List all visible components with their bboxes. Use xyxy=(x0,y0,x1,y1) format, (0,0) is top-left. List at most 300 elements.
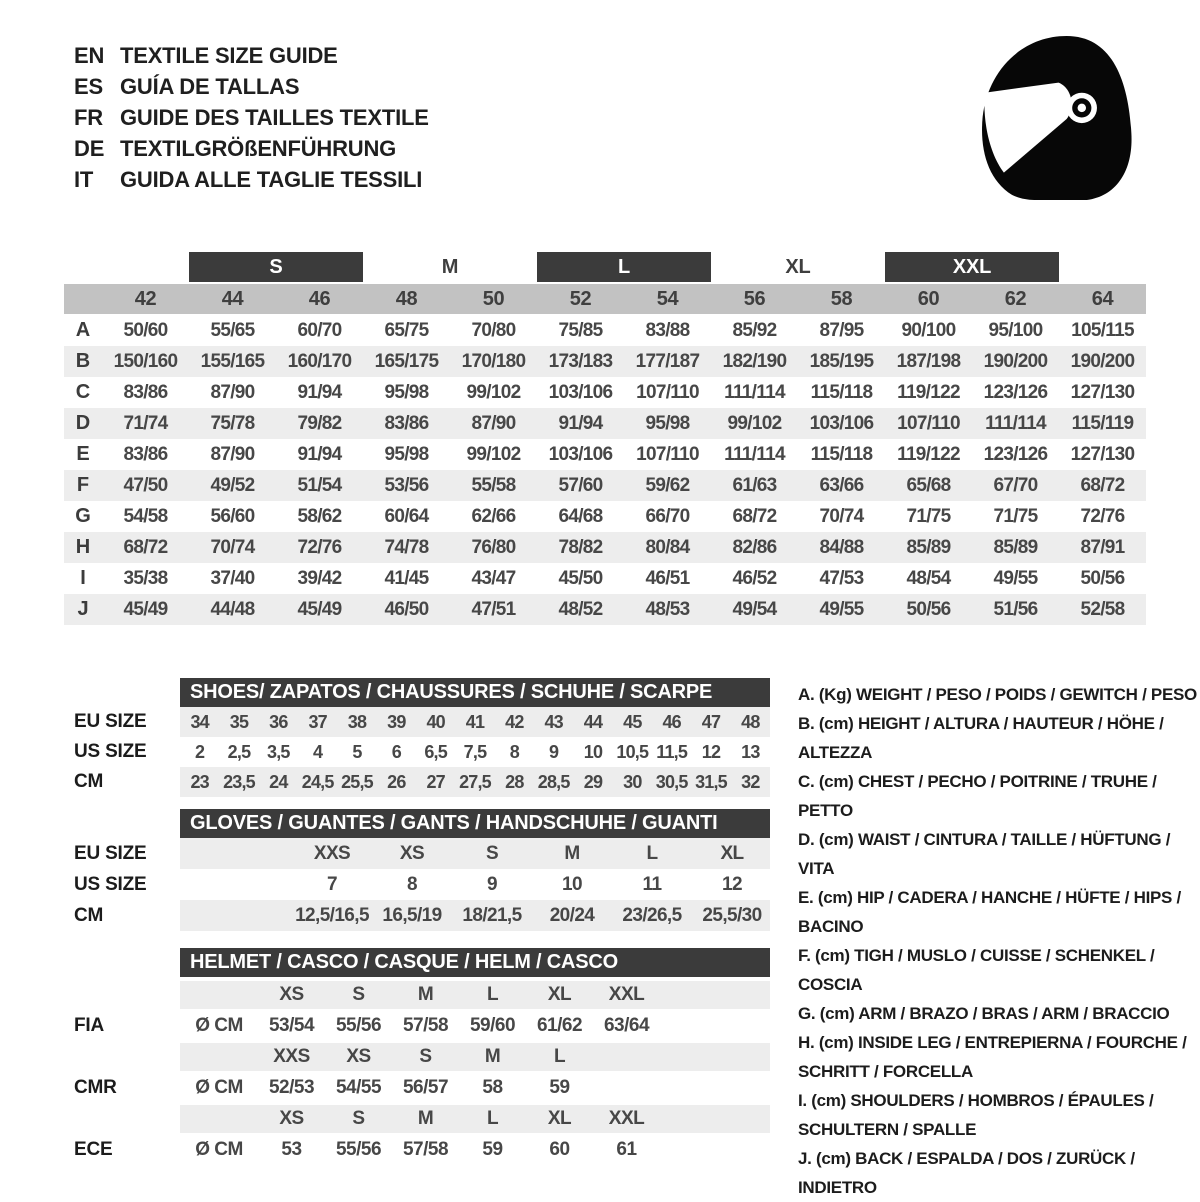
textile-measurement-table xyxy=(64,315,1146,625)
measurement-value: 66/70 xyxy=(645,506,690,527)
measurement-value: 45/49 xyxy=(123,599,168,620)
helmet-size: S xyxy=(419,1046,432,1067)
measurement-row xyxy=(64,377,1146,408)
measurement-value: 57/60 xyxy=(558,475,603,496)
numeric-size: 64 xyxy=(1091,288,1114,310)
measurement-value: 99/102 xyxy=(466,382,521,403)
numeric-size: 58 xyxy=(830,288,853,310)
shoe-cm: 32 xyxy=(741,772,760,792)
shoes-row-label: US SIZE xyxy=(74,741,147,762)
row-letter: H xyxy=(75,536,91,558)
size-group-l: L xyxy=(537,252,711,282)
legend-item: A. (Kg) WEIGHT / PESO / POIDS / GEWITCH / PESO xyxy=(798,685,1197,704)
measurement-value: 91/94 xyxy=(558,413,603,434)
helmet-size: XL xyxy=(547,984,572,1005)
size-group-xl: XL xyxy=(785,256,811,278)
language-label: TEXTILE SIZE GUIDE xyxy=(120,42,338,68)
helmet-value: 61 xyxy=(616,1139,637,1160)
measurement-value: 111/114 xyxy=(985,413,1046,434)
shoe-us-size-row xyxy=(180,737,770,767)
measurement-value: 49/52 xyxy=(210,475,255,496)
legend-item: B. (cm) HEIGHT / ALTURA / HAUTEUR / HÖHE / ALTEZZA xyxy=(798,714,1164,762)
shoe-us-size: 6,5 xyxy=(424,742,447,762)
shoe-cm: 28,5 xyxy=(537,772,570,792)
measurement-value: 111/114 xyxy=(724,382,785,403)
language-label: TEXTILGRÖßENFÜHRUNG xyxy=(120,135,397,161)
helmet-value: 53/54 xyxy=(268,1015,315,1036)
shoes-row-label: EU SIZE xyxy=(74,711,147,732)
measurement-value: 95/98 xyxy=(384,444,429,465)
measurement-value: 35/38 xyxy=(123,568,168,589)
row-letter: I xyxy=(80,567,86,589)
shoe-eu-size: 45 xyxy=(623,712,642,732)
measurement-value: 72/76 xyxy=(1080,506,1125,527)
helmet-values-row xyxy=(180,1071,770,1105)
helmet-standard-label: CMR xyxy=(74,1077,117,1098)
language-label: GUÍA DE TALLAS xyxy=(120,73,300,99)
measurement-value: 65/68 xyxy=(906,475,951,496)
measurement-value: 64/68 xyxy=(558,506,603,527)
legend-item: H. (cm) INSIDE LEG / ENTREPIERNA / FOURCHE / SCHRITT / FORCELLA xyxy=(798,1033,1187,1081)
measurement-value: 107/110 xyxy=(897,413,960,434)
language-code: DE xyxy=(74,135,105,161)
shoe-cm: 28 xyxy=(505,772,524,792)
measurement-value: 165/175 xyxy=(374,351,439,372)
diameter-unit: Ø CM xyxy=(195,1077,243,1098)
helmet-value: 56/57 xyxy=(402,1077,449,1098)
measurement-value: 70/74 xyxy=(819,506,864,527)
helmet-value: 59 xyxy=(482,1139,503,1160)
measurement-value: 105/115 xyxy=(1071,320,1134,341)
shoe-cm: 26 xyxy=(387,772,406,792)
measurement-value: 115/118 xyxy=(810,444,873,465)
measurement-value: 45/50 xyxy=(558,568,603,589)
shoe-us-size: 4 xyxy=(313,742,323,762)
helmet-value: 61/62 xyxy=(536,1015,583,1036)
measurement-value: 58/62 xyxy=(297,506,342,527)
language-label: GUIDE DES TAILLES TEXTILE xyxy=(120,104,429,130)
glove-cm: 18/21,5 xyxy=(462,905,522,926)
measurement-value: 61/63 xyxy=(732,475,777,496)
measurement-row xyxy=(64,594,1146,625)
measurement-value: 48/54 xyxy=(906,568,951,589)
glove-us-size: 9 xyxy=(487,874,497,895)
shoes-size-table xyxy=(180,707,770,797)
measurement-value: 103/106 xyxy=(548,444,613,465)
legend-item: I. (cm) SHOULDERS / HOMBROS / ÉPAULES / SCHULTERN / SPALLE xyxy=(798,1091,1154,1139)
glove-cm-row xyxy=(180,900,770,931)
row-letter: C xyxy=(75,381,91,403)
helmet-standard-label: ECE xyxy=(74,1139,113,1160)
measurement-value: 47/50 xyxy=(123,475,168,496)
measurement-row xyxy=(64,470,1146,501)
measurement-row xyxy=(64,563,1146,594)
helmet-value: 59/60 xyxy=(469,1015,516,1036)
language-row xyxy=(74,71,429,102)
helmet-size: XL xyxy=(547,1108,572,1129)
measurement-value: 67/70 xyxy=(993,475,1038,496)
shoe-eu-size: 40 xyxy=(426,712,445,732)
glove-us-size-row xyxy=(180,869,770,900)
helmet-sizes-row xyxy=(180,981,770,1009)
measurement-value: 91/94 xyxy=(297,444,342,465)
language-code: EN xyxy=(74,42,105,68)
glove-cm: 25,5/30 xyxy=(702,905,762,926)
measurement-value: 50/60 xyxy=(123,320,168,341)
measurement-value: 107/110 xyxy=(636,444,699,465)
row-letter: J xyxy=(77,598,89,620)
helmet-size: XS xyxy=(346,1046,371,1067)
corner-cell xyxy=(64,284,102,314)
shoe-cm: 25,5 xyxy=(341,772,373,792)
shoe-eu-size: 43 xyxy=(544,712,563,732)
numeric-size: 56 xyxy=(743,288,766,310)
measurement-value: 72/76 xyxy=(297,537,342,558)
numeric-size: 50 xyxy=(482,288,505,310)
measurement-value: 103/106 xyxy=(548,382,613,403)
shoe-cm-row xyxy=(180,767,770,797)
shoe-cm: 27 xyxy=(426,772,445,792)
size-group-xxl: XXL xyxy=(885,252,1059,282)
measurement-value: 123/126 xyxy=(983,444,1048,465)
measurement-value: 68/72 xyxy=(732,506,777,527)
glove-eu-size-row xyxy=(180,838,770,869)
shoe-cm: 23 xyxy=(190,772,209,792)
measurement-value: 74/78 xyxy=(384,537,429,558)
glove-us-size: 8 xyxy=(407,874,417,895)
shoe-eu-size: 36 xyxy=(269,712,288,732)
shoe-us-size: 10 xyxy=(583,742,603,762)
shoe-cm: 24,5 xyxy=(301,772,334,792)
measurement-value: 46/52 xyxy=(732,568,777,589)
measurement-value: 107/110 xyxy=(636,382,699,403)
size-group-m: M xyxy=(441,256,459,278)
measurement-value: 55/58 xyxy=(471,475,516,496)
measurement-value: 54/58 xyxy=(123,506,168,527)
helmet-value: 57/58 xyxy=(402,1139,449,1160)
legend-item: D. (cm) WAIST / CINTURA / TAILLE / HÜFTUNG / VITA xyxy=(798,830,1171,878)
measurement-value: 60/64 xyxy=(384,506,429,527)
helmet-value: 60 xyxy=(549,1139,570,1160)
glove-eu-size: M xyxy=(564,843,580,864)
measurement-value: 83/86 xyxy=(384,413,429,434)
measurement-value: 187/198 xyxy=(896,351,961,372)
measurement-value: 127/130 xyxy=(1070,444,1135,465)
helmet-size: XXL xyxy=(608,984,645,1005)
shoe-us-size: 12 xyxy=(701,742,721,762)
measurement-value: 49/55 xyxy=(819,599,864,620)
shoe-cm: 29 xyxy=(583,772,603,792)
row-letter: A xyxy=(75,319,91,341)
measurement-row xyxy=(64,315,1146,346)
measurement-value: 119/122 xyxy=(897,444,960,465)
helmet-size: L xyxy=(486,1108,499,1129)
helmet-size: S xyxy=(352,1108,365,1129)
measurement-value: 87/90 xyxy=(210,444,255,465)
measurement-value: 68/72 xyxy=(123,537,168,558)
shoe-eu-size: 39 xyxy=(387,712,406,732)
shoe-eu-size: 35 xyxy=(229,712,249,732)
helmet-value: 55/56 xyxy=(335,1015,382,1036)
numeric-size: 52 xyxy=(569,288,592,310)
shoe-eu-size-row xyxy=(180,707,770,737)
measurement-value: 43/47 xyxy=(471,568,516,589)
row-letter: E xyxy=(76,443,90,465)
measurement-value: 111/114 xyxy=(724,444,785,465)
measurement-value: 177/187 xyxy=(635,351,700,372)
gloves-section-title: GLOVES / GUANTES / GANTS / HANDSCHUHE / GUANTI xyxy=(180,809,770,838)
shoe-eu-size: 44 xyxy=(583,712,603,732)
gloves-row-label: EU SIZE xyxy=(74,843,147,864)
measurement-value: 78/82 xyxy=(558,537,603,558)
glove-cm: 23/26,5 xyxy=(622,905,682,926)
measurement-value: 173/183 xyxy=(548,351,613,372)
measurement-value: 41/45 xyxy=(384,568,429,589)
measurement-value: 46/51 xyxy=(645,568,690,589)
measurement-value: 63/66 xyxy=(819,475,864,496)
helmet-values-row xyxy=(180,1133,770,1167)
helmet-value: 55/56 xyxy=(335,1139,382,1160)
measurement-value: 68/72 xyxy=(1080,475,1125,496)
row-letter: B xyxy=(75,350,91,372)
shoe-cm: 30 xyxy=(623,772,642,792)
numeric-size: 48 xyxy=(395,288,418,310)
measurement-value: 95/98 xyxy=(645,413,690,434)
measurement-value: 91/94 xyxy=(297,382,342,403)
measurement-value: 48/52 xyxy=(558,599,603,620)
diameter-unit: Ø CM xyxy=(195,1015,243,1036)
racing-helmet-icon xyxy=(973,32,1141,202)
helmet-sizes-row xyxy=(180,1043,770,1071)
row-letter: F xyxy=(76,474,90,496)
measurement-value: 59/62 xyxy=(645,475,690,496)
measurement-value: 115/118 xyxy=(810,382,873,403)
measurement-value: 37/40 xyxy=(210,568,255,589)
measurement-value: 185/195 xyxy=(809,351,874,372)
measurement-value: 49/55 xyxy=(993,568,1038,589)
glove-eu-size: S xyxy=(485,843,499,864)
measurement-value: 87/95 xyxy=(819,320,864,341)
shoe-us-size: 7,5 xyxy=(463,742,487,762)
measurement-value: 75/85 xyxy=(558,320,603,341)
language-label: GUIDA ALLE TAGLIE TESSILI xyxy=(120,166,423,192)
numeric-size: 54 xyxy=(656,288,679,310)
helmet-size: L xyxy=(486,984,499,1005)
shoe-us-size: 3,5 xyxy=(267,742,290,762)
glove-cm: 12,5/16,5 xyxy=(295,905,369,926)
shoe-us-size: 5 xyxy=(352,742,362,762)
helmet-value: 52/53 xyxy=(268,1077,315,1098)
measurement-value: 170/180 xyxy=(461,351,526,372)
measurement-value: 87/90 xyxy=(210,382,255,403)
helmet-value: 53 xyxy=(281,1139,302,1160)
measurement-row xyxy=(64,501,1146,532)
measurement-value: 70/80 xyxy=(471,320,516,341)
measurement-value: 53/56 xyxy=(384,475,429,496)
helmet-size: M xyxy=(417,984,434,1005)
language-row xyxy=(74,164,429,195)
helmet-size: S xyxy=(352,984,365,1005)
measurement-value: 76/80 xyxy=(471,537,516,558)
shoe-us-size: 2,5 xyxy=(227,742,251,762)
measurement-value: 51/56 xyxy=(993,599,1038,620)
language-row xyxy=(74,133,429,164)
measurement-value: 83/88 xyxy=(645,320,690,341)
legend-item: G. (cm) ARM / BRAZO / BRAS / ARM / BRACCIO xyxy=(798,1004,1170,1023)
measurement-value: 79/82 xyxy=(297,413,342,434)
glove-cm: 20/24 xyxy=(549,905,595,926)
measurement-value: 80/84 xyxy=(645,537,690,558)
measurement-value: 84/88 xyxy=(819,537,864,558)
helmet-values-row xyxy=(180,1009,770,1043)
legend-item: J. (cm) BACK / ESPALDA / DOS / ZURÜCK / INDIETRO xyxy=(798,1149,1135,1197)
measurement-value: 50/56 xyxy=(1080,568,1125,589)
diameter-unit: Ø CM xyxy=(195,1139,243,1160)
glove-eu-size: L xyxy=(646,843,658,864)
gloves-row-label: US SIZE xyxy=(74,874,147,895)
language-list xyxy=(74,40,429,195)
shoe-us-size: 11,5 xyxy=(656,742,688,762)
language-code: FR xyxy=(74,104,103,130)
size-group-s: S xyxy=(189,252,363,282)
helmet-value: 54/55 xyxy=(335,1077,382,1098)
shoe-eu-size: 48 xyxy=(741,712,760,732)
language-code: ES xyxy=(74,73,103,99)
glove-us-size: 7 xyxy=(327,874,337,895)
shoe-us-size: 8 xyxy=(509,742,519,762)
shoe-cm: 23,5 xyxy=(223,772,255,792)
measurement-value: 150/160 xyxy=(113,351,178,372)
measurement-value: 190/200 xyxy=(1070,351,1135,372)
measurement-value: 50/56 xyxy=(906,599,951,620)
shoe-us-size: 10,5 xyxy=(616,742,649,762)
gloves-row-labels xyxy=(74,838,147,931)
measurement-value: 49/54 xyxy=(732,599,777,620)
measurement-value: 155/165 xyxy=(200,351,265,372)
measurement-value: 87/90 xyxy=(471,413,516,434)
measurement-value: 85/92 xyxy=(732,320,777,341)
glove-us-size: 11 xyxy=(642,874,662,895)
numeric-size: 60 xyxy=(917,288,940,310)
measurement-value: 45/49 xyxy=(297,599,342,620)
measurement-value: 71/74 xyxy=(123,413,168,434)
helmet-standard-label: FIA xyxy=(74,1015,105,1036)
helmet-sizes-row xyxy=(180,1105,770,1133)
textile-size-group-row xyxy=(102,252,1146,282)
measurement-value: 44/48 xyxy=(210,599,255,620)
textile-numeric-size-row xyxy=(64,284,1146,314)
row-letter: G xyxy=(75,505,91,527)
shoe-us-size: 2 xyxy=(195,742,205,762)
measurement-value: 103/106 xyxy=(809,413,874,434)
measurement-value: 47/53 xyxy=(819,568,864,589)
shoes-row-label: CM xyxy=(74,771,104,792)
measurement-value: 83/86 xyxy=(123,444,168,465)
row-letter: D xyxy=(75,412,91,434)
measurement-value: 115/119 xyxy=(1071,413,1134,434)
glove-cm: 16,5/19 xyxy=(382,905,442,926)
measurement-value: 65/75 xyxy=(384,320,429,341)
shoe-eu-size: 46 xyxy=(662,712,681,732)
language-row xyxy=(74,40,429,71)
shoe-eu-size: 38 xyxy=(347,712,367,732)
language-code: IT xyxy=(74,166,94,192)
helmet-size: XXL xyxy=(608,1108,645,1129)
shoe-eu-size: 47 xyxy=(701,712,721,732)
numeric-size: 46 xyxy=(308,288,331,310)
numeric-size: 42 xyxy=(134,288,157,310)
shoe-us-size: 6 xyxy=(391,742,401,762)
glove-eu-size: XXS xyxy=(313,843,351,864)
helmet-size: L xyxy=(553,1046,566,1067)
helmet-value: 59 xyxy=(549,1077,570,1098)
helmet-size: XS xyxy=(279,984,304,1005)
measurement-value: 85/89 xyxy=(906,537,951,558)
measurement-value: 123/126 xyxy=(983,382,1048,403)
helmet-size: XXS xyxy=(273,1046,310,1067)
measurement-row xyxy=(64,408,1146,439)
shoe-eu-size: 34 xyxy=(190,712,209,732)
gloves-row-label: CM xyxy=(74,905,104,926)
numeric-size: 62 xyxy=(1004,288,1027,310)
helmet-section-title: HELMET / CASCO / CASQUE / HELM / CASCO xyxy=(180,948,770,977)
measurement-value: 55/65 xyxy=(210,320,255,341)
measurement-value: 51/54 xyxy=(297,475,342,496)
measurement-value: 71/75 xyxy=(906,506,951,527)
shoes-row-labels xyxy=(74,707,147,797)
measurement-value: 99/102 xyxy=(727,413,782,434)
glove-eu-size: XS xyxy=(399,843,425,864)
language-row xyxy=(74,102,429,133)
measurement-value: 160/170 xyxy=(287,351,352,372)
measurement-value: 71/75 xyxy=(993,506,1038,527)
measurement-value: 62/66 xyxy=(471,506,516,527)
measurement-value: 70/74 xyxy=(210,537,255,558)
legend-item: F. (cm) TIGH / MUSLO / CUISSE / SCHENKEL / COSCIA xyxy=(798,946,1155,994)
measurement-value: 127/130 xyxy=(1070,382,1135,403)
shoe-cm: 31,5 xyxy=(695,772,727,792)
measurement-value: 95/100 xyxy=(988,320,1043,341)
measurement-row xyxy=(64,439,1146,470)
shoe-cm: 24 xyxy=(269,772,288,792)
measurement-value: 75/78 xyxy=(210,413,255,434)
measurement-value: 48/53 xyxy=(645,599,690,620)
measurement-value: 60/70 xyxy=(297,320,342,341)
measurement-value: 87/91 xyxy=(1080,537,1125,558)
measurement-value: 39/42 xyxy=(297,568,342,589)
measurement-legend xyxy=(798,680,1200,1202)
measurement-value: 82/86 xyxy=(732,537,777,558)
legend-item: E. (cm) HIP / CADERA / HANCHE / HÜFTE / HIPS / BACINO xyxy=(798,888,1181,936)
helmet-size-table xyxy=(180,981,770,1167)
glove-us-size: 12 xyxy=(722,874,742,895)
shoes-section-title: SHOES/ ZAPATOS / CHAUSSURES / SCHUHE / SCARPE xyxy=(180,678,770,707)
helmet-value: 57/58 xyxy=(402,1015,449,1036)
helmet-value: 63/64 xyxy=(603,1015,650,1036)
measurement-value: 83/86 xyxy=(123,382,168,403)
measurement-value: 52/58 xyxy=(1080,599,1125,620)
shoe-eu-size: 37 xyxy=(308,712,327,732)
shoe-cm: 30,5 xyxy=(655,772,688,792)
measurement-row xyxy=(64,346,1146,377)
helmet-size: M xyxy=(484,1046,501,1067)
gloves-size-table xyxy=(180,838,770,931)
measurement-value: 90/100 xyxy=(901,320,956,341)
shoe-cm: 27,5 xyxy=(459,772,491,792)
measurement-value: 85/89 xyxy=(993,537,1038,558)
unit-spacer xyxy=(180,981,258,1009)
shoe-us-size: 9 xyxy=(549,742,559,762)
